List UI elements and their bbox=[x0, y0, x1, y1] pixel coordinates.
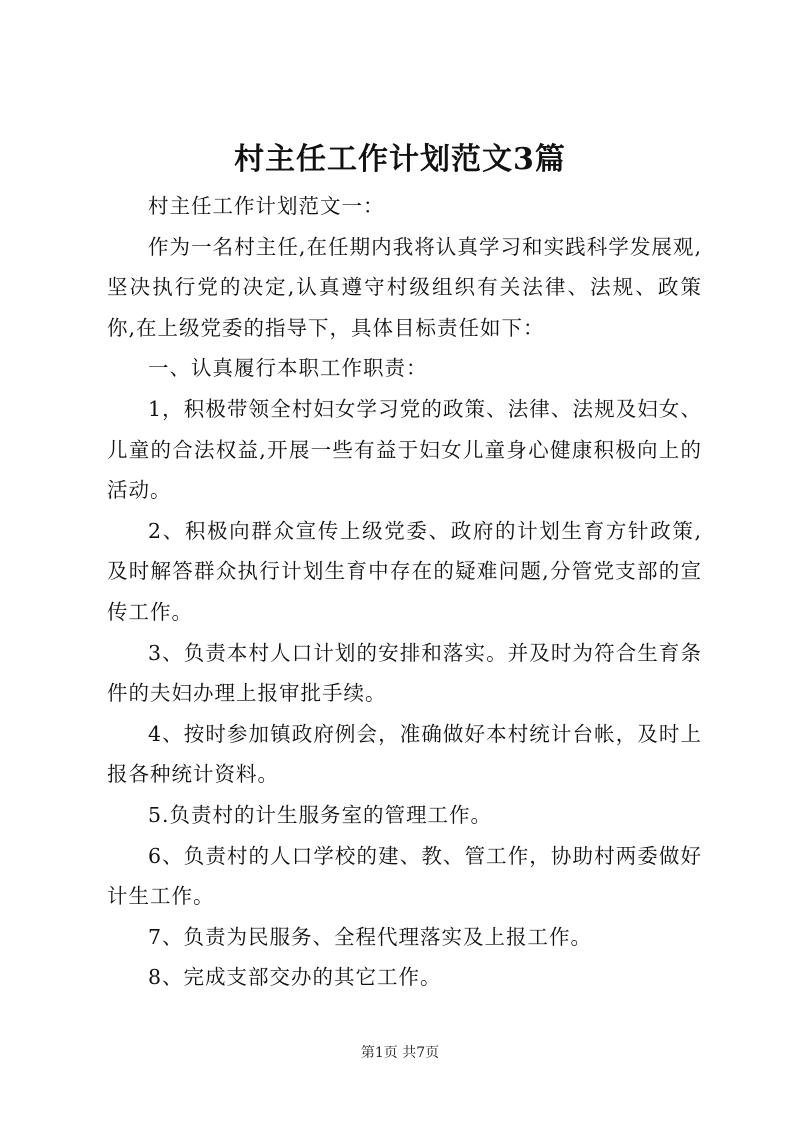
paragraph: 作为一名村主任,在任期内我将认真学习和实践科学发展观,坚决执行党的决定,认真遵守村级组织有关法律、法规、政策你,在上级党委的指导下，具体目标责任如下： bbox=[107, 234, 702, 340]
paragraph: 5.负责村的计生服务室的管理工作。 bbox=[148, 802, 493, 827]
paragraph: 1，积极带领全村妇女学习党的政策、法律、法规及妇女、儿童的合法权益,开展一些有益于妇女儿童身心健康积极向上的活动。 bbox=[107, 396, 702, 503]
paragraph: 村主任工作计划范文一： bbox=[148, 194, 385, 218]
paragraph: 7、负责为民服务、全程代理落实及上报工作。 bbox=[148, 924, 593, 949]
page-number-footer: 第1页 共7页 bbox=[360, 1045, 440, 1061]
paragraph: 6、负责村的人口学校的建、教、管工作，协助村两委做好计生工作。 bbox=[107, 843, 702, 909]
paragraph: 2、积极向群众宣传上级党委、政府的计划生育方针政策,及时解答群众执行计划生育中存在的疑难问题,分管党支部的宣传工作。 bbox=[107, 518, 702, 624]
paragraph: 3、负责本村人口计划的安排和落实。并及时为符合生育条件的夫妇办理上报审批手续。 bbox=[107, 640, 702, 706]
paragraph: 8、完成支部交办的其它工作。 bbox=[148, 965, 442, 990]
paragraph: 4、按时参加镇政府例会，准确做好本村统计台帐，及时上报各种统计资料。 bbox=[107, 721, 702, 787]
document-body bbox=[107, 186, 702, 998]
document-title: 村主任工作计划范文3篇 bbox=[234, 142, 566, 177]
paragraph: 一、认真履行本职工作职责： bbox=[148, 356, 428, 381]
